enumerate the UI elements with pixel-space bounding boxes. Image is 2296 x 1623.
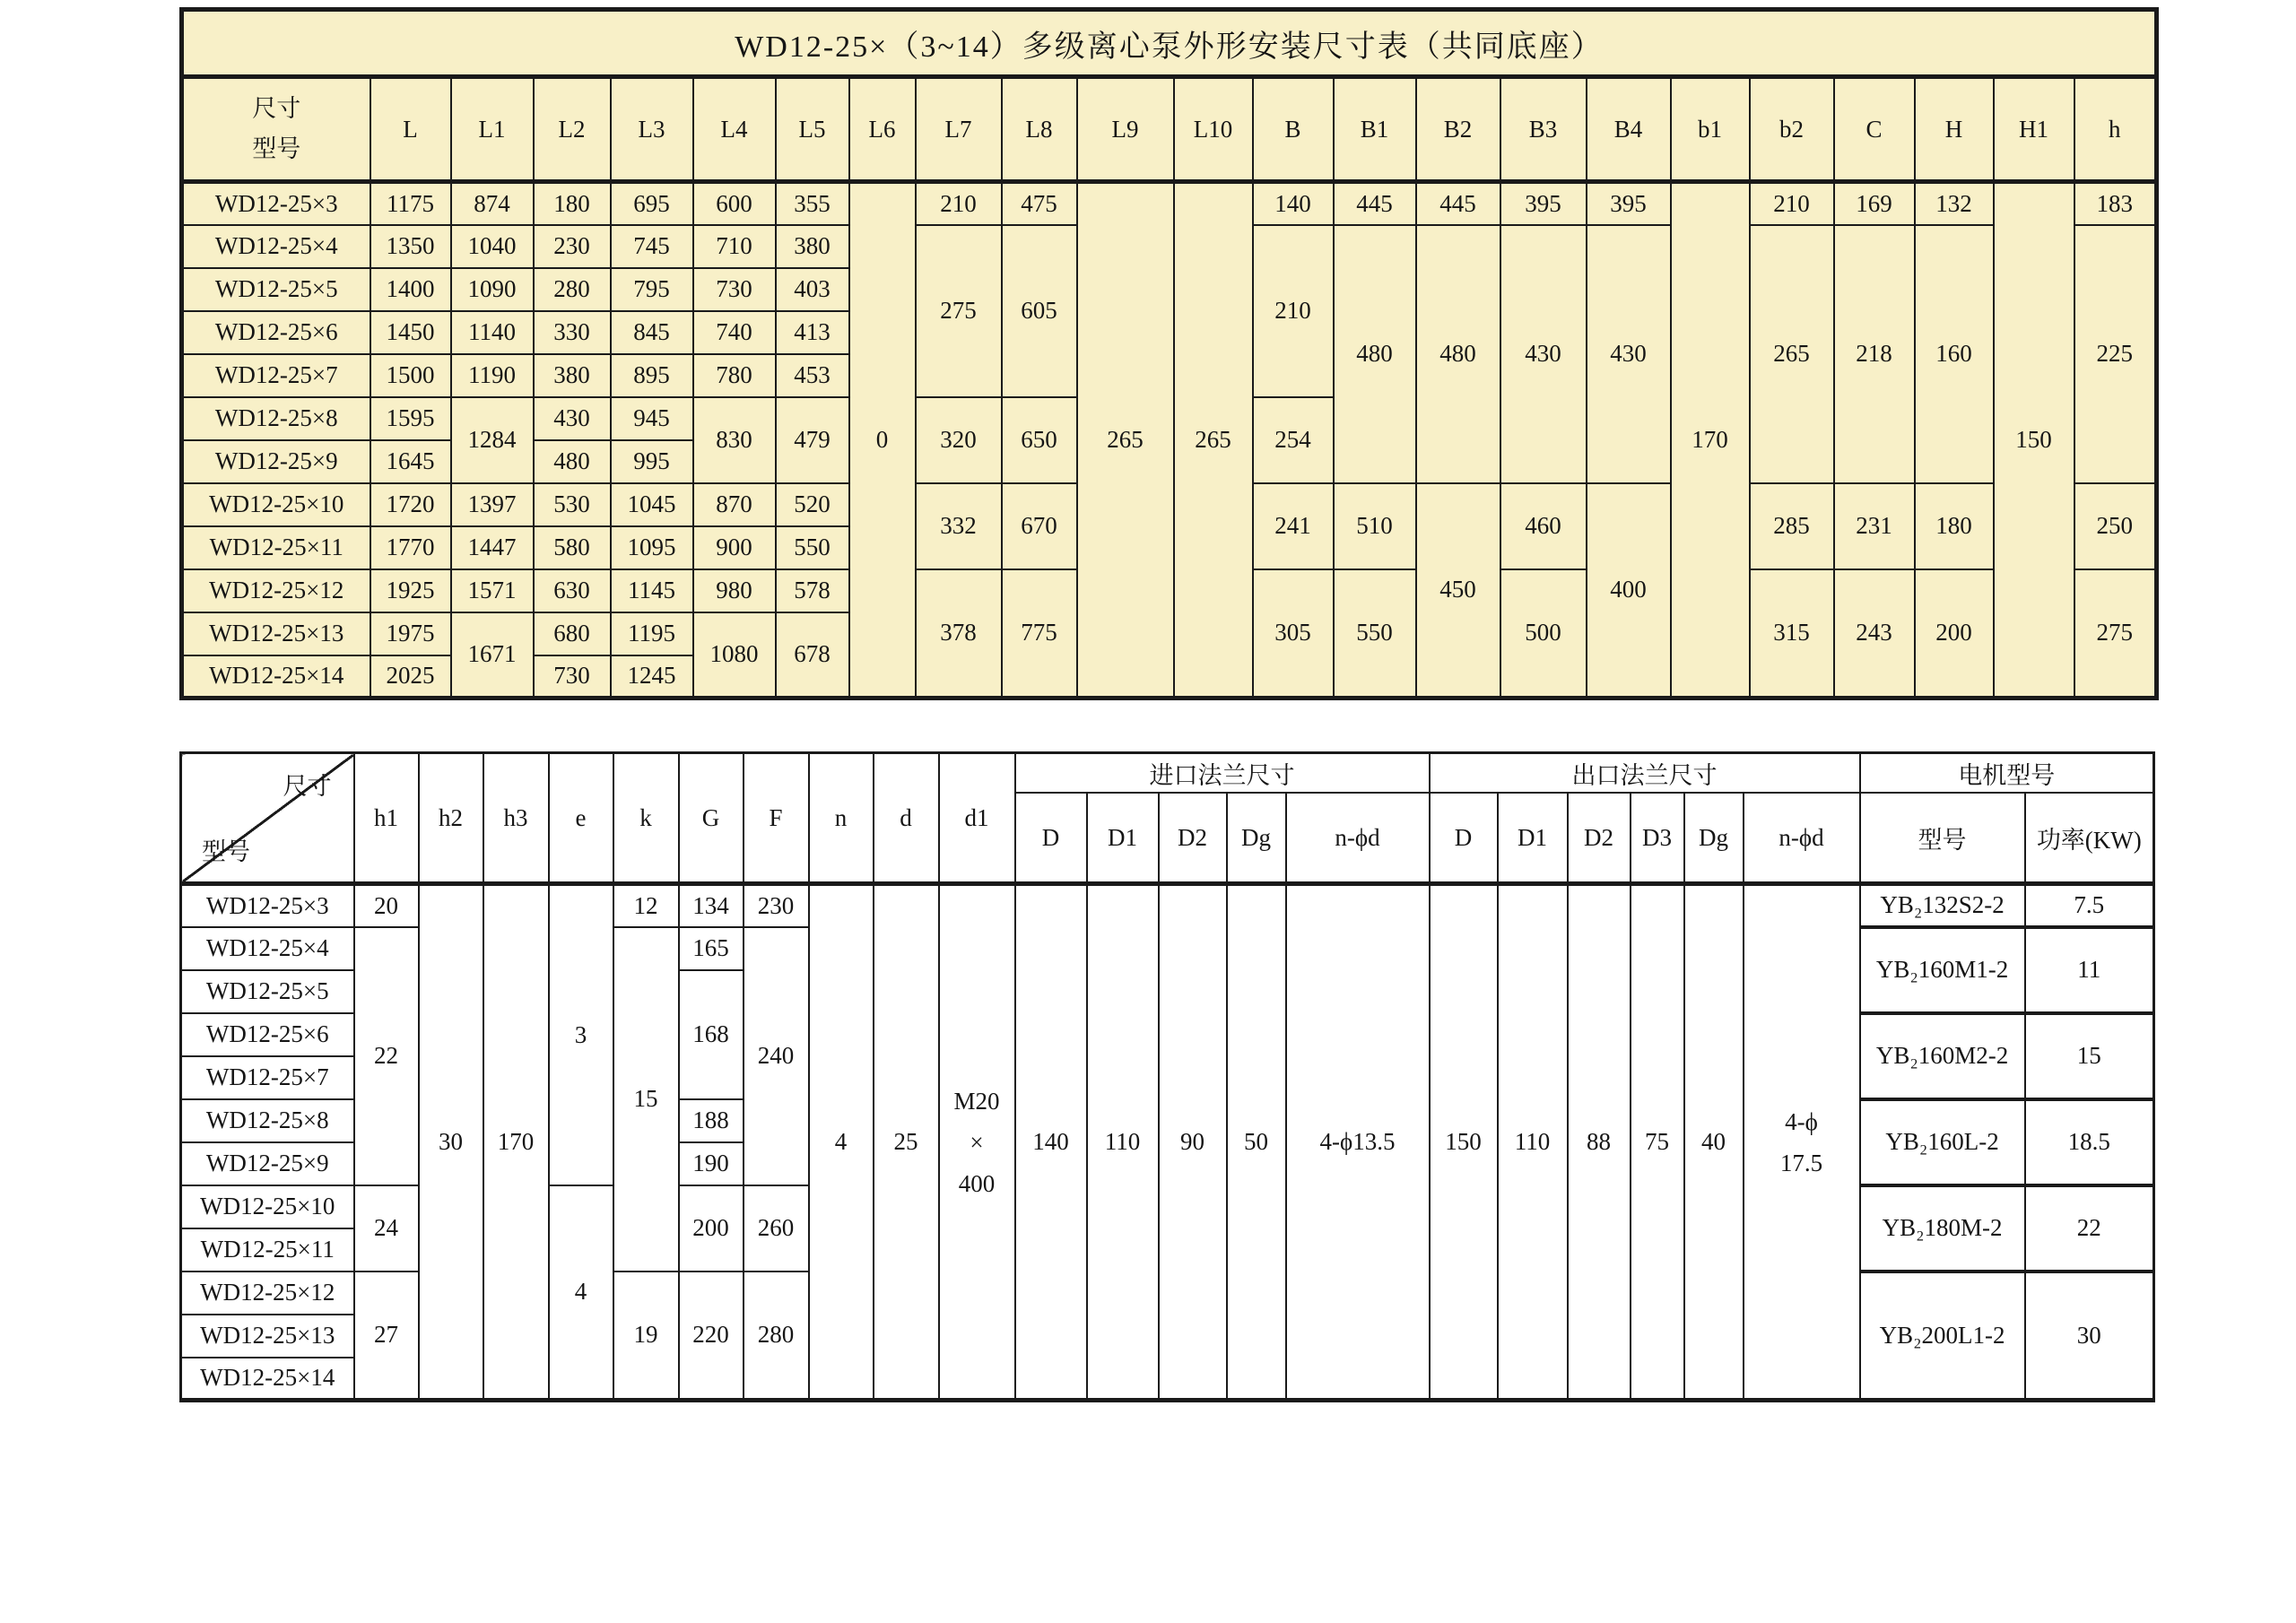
cell-L: 1175 xyxy=(370,182,451,225)
cell-L3: 1095 xyxy=(611,526,693,569)
cell-n: 4 xyxy=(809,884,874,1401)
cell-h1: 22 xyxy=(354,927,419,1185)
cell-motor-model: YB₂132S2-2 xyxy=(1860,884,2025,927)
col-header-h1: h1 xyxy=(354,753,419,884)
col-header-B4: B4 xyxy=(1587,77,1671,182)
corner-header-diagonal xyxy=(181,753,354,884)
cell-L2: 380 xyxy=(534,354,611,397)
cell-L3: 1245 xyxy=(611,655,693,699)
sub-header-2-功率(KW): 功率(KW) xyxy=(2025,793,2154,884)
cell-out-D: 150 xyxy=(1430,884,1498,1401)
cell-L1: 1040 xyxy=(451,225,534,268)
cell-in-D: 140 xyxy=(1015,884,1087,1401)
cell-L4: 740 xyxy=(693,311,776,354)
cell-L: 1720 xyxy=(370,483,451,526)
cell-G: 168 xyxy=(679,970,744,1099)
col-header-B1: B1 xyxy=(1334,77,1416,182)
table-row xyxy=(182,182,2157,225)
cell-B: 140 xyxy=(1253,182,1334,225)
cell-L1: 1140 xyxy=(451,311,534,354)
cell-e: 4 xyxy=(549,1185,613,1401)
sub-header-1-D1: D1 xyxy=(1498,793,1568,884)
cell-L2: 630 xyxy=(534,569,611,612)
cell-L7: 378 xyxy=(916,569,1002,699)
cell-L: 1925 xyxy=(370,569,451,612)
cell-L10: 265 xyxy=(1174,182,1253,699)
cell-model: WD12-25×12 xyxy=(181,1271,354,1315)
cell-F: 280 xyxy=(744,1271,809,1401)
cell-B2: 445 xyxy=(1416,182,1500,225)
flange-motor-dimension-table xyxy=(179,751,2155,1402)
cell-L4: 600 xyxy=(693,182,776,225)
cell-L1: 1671 xyxy=(451,612,534,699)
cell-L8: 605 xyxy=(1002,225,1077,397)
cell-model: WD12-25×3 xyxy=(182,182,370,225)
cell-L3: 745 xyxy=(611,225,693,268)
cell-motor-model: YB₂200L1-2 xyxy=(1860,1271,2025,1401)
group-header-0: 进口法兰尺寸 xyxy=(1015,753,1430,794)
sub-header-0-n-ϕd: n-ϕd xyxy=(1286,793,1430,884)
col-header-L7: L7 xyxy=(916,77,1002,182)
cell-L: 1645 xyxy=(370,440,451,483)
cell-L5: 413 xyxy=(776,311,849,354)
col-header-L1: L1 xyxy=(451,77,534,182)
sub-header-1-D: D xyxy=(1430,793,1498,884)
cell-k: 12 xyxy=(613,884,679,927)
cell-L3: 695 xyxy=(611,182,693,225)
cell-b2: 315 xyxy=(1750,569,1834,699)
cell-L4: 900 xyxy=(693,526,776,569)
cell-h3: 170 xyxy=(483,884,549,1401)
cell-B3: 395 xyxy=(1500,182,1587,225)
cell-B3: 430 xyxy=(1500,225,1587,483)
col-header-h: h xyxy=(2074,77,2157,182)
cell-L6: 0 xyxy=(849,182,916,699)
cell-b2: 285 xyxy=(1750,483,1834,569)
cell-L5: 520 xyxy=(776,483,849,526)
cell-model: WD12-25×14 xyxy=(181,1358,354,1401)
col-header-L2: L2 xyxy=(534,77,611,182)
sub-header-0-D1: D1 xyxy=(1087,793,1159,884)
col-header-L5: L5 xyxy=(776,77,849,182)
cell-b1: 170 xyxy=(1671,182,1750,699)
cell-e: 3 xyxy=(549,884,613,1185)
cell-L2: 530 xyxy=(534,483,611,526)
col-header-L8: L8 xyxy=(1002,77,1077,182)
cell-B2: 480 xyxy=(1416,225,1500,483)
cell-model: WD12-25×8 xyxy=(181,1099,354,1142)
cell-L8: 775 xyxy=(1002,569,1077,699)
cell-B4: 395 xyxy=(1587,182,1671,225)
sub-header-1-D3: D3 xyxy=(1631,793,1684,884)
cell-B: 241 xyxy=(1253,483,1334,569)
cell-L3: 1195 xyxy=(611,612,693,655)
cell-L8: 475 xyxy=(1002,182,1077,225)
cell-out-D1: 110 xyxy=(1498,884,1568,1401)
cell-line: M20 xyxy=(953,1087,1000,1115)
cell-L4: 780 xyxy=(693,354,776,397)
cell-C: 243 xyxy=(1834,569,1915,699)
cell-h: 275 xyxy=(2074,569,2157,699)
cell-model: WD12-25×4 xyxy=(181,927,354,970)
cell-L3: 1045 xyxy=(611,483,693,526)
corner-header xyxy=(182,77,370,182)
cell-L1: 1190 xyxy=(451,354,534,397)
cell-model: WD12-25×4 xyxy=(182,225,370,268)
cell-L4: 730 xyxy=(693,268,776,311)
cell-L4: 980 xyxy=(693,569,776,612)
cell-out-D2: 88 xyxy=(1568,884,1631,1401)
cell-model: WD12-25×11 xyxy=(181,1228,354,1271)
corner-size-label: 尺寸 xyxy=(252,95,301,122)
cell-G: 220 xyxy=(679,1271,744,1401)
cell-L: 1450 xyxy=(370,311,451,354)
cell-model: WD12-25×13 xyxy=(182,612,370,655)
sub-header-0-D2: D2 xyxy=(1159,793,1227,884)
col-header-H: H xyxy=(1915,77,1994,182)
cell-L2: 180 xyxy=(534,182,611,225)
cell-L2: 280 xyxy=(534,268,611,311)
cell-L: 1400 xyxy=(370,268,451,311)
cell-model: WD12-25×10 xyxy=(182,483,370,526)
cell-in-D2: 90 xyxy=(1159,884,1227,1401)
cell-L3: 845 xyxy=(611,311,693,354)
cell-k: 19 xyxy=(613,1271,679,1401)
cell-motor-model: YB₂160M1-2 xyxy=(1860,927,2025,1013)
cell-L8: 670 xyxy=(1002,483,1077,569)
col-header-h2: h2 xyxy=(419,753,483,884)
cell-C: 169 xyxy=(1834,182,1915,225)
cell-B: 210 xyxy=(1253,225,1334,397)
cell-B1: 550 xyxy=(1334,569,1416,699)
cell-h: 225 xyxy=(2074,225,2157,483)
cell-b2: 210 xyxy=(1750,182,1834,225)
cell-B1: 445 xyxy=(1334,182,1416,225)
cell-L1: 1284 xyxy=(451,397,534,483)
column-header-row xyxy=(182,77,2157,182)
cell-L1: 1090 xyxy=(451,268,534,311)
cell-L: 1350 xyxy=(370,225,451,268)
col-header-b2: b2 xyxy=(1750,77,1834,182)
cell-model: WD12-25×3 xyxy=(181,884,354,927)
corner-model-label: 型号 xyxy=(202,838,250,865)
cell-B2: 450 xyxy=(1416,483,1500,699)
cell-G: 165 xyxy=(679,927,744,970)
cell-h: 250 xyxy=(2074,483,2157,569)
cell-L2: 430 xyxy=(534,397,611,440)
corner-model-label: 型号 xyxy=(252,135,301,162)
cell-model: WD12-25×9 xyxy=(182,440,370,483)
cell-model: WD12-25×14 xyxy=(182,655,370,699)
sub-header-1-n-ϕd: n-ϕd xyxy=(1744,793,1860,884)
cell-motor-power: 22 xyxy=(2025,1185,2154,1271)
cell-B3: 500 xyxy=(1500,569,1587,699)
cell-H: 180 xyxy=(1915,483,1994,569)
cell-motor-model: YB₂160M2-2 xyxy=(1860,1013,2025,1099)
cell-h1: 27 xyxy=(354,1271,419,1401)
cell-line: 400 xyxy=(958,1169,996,1197)
cell-motor-power: 11 xyxy=(2025,927,2154,1013)
cell-motor-model: YB₂180M-2 xyxy=(1860,1185,2025,1271)
cell-L9: 265 xyxy=(1077,182,1174,699)
cell-L5: 403 xyxy=(776,268,849,311)
cell-B: 254 xyxy=(1253,397,1334,483)
cell-L1: 1571 xyxy=(451,569,534,612)
cell-L7: 320 xyxy=(916,397,1002,483)
col-header-L3: L3 xyxy=(611,77,693,182)
group-header-row xyxy=(181,753,2154,794)
cell-G: 190 xyxy=(679,1142,744,1185)
cell-out-D3: 75 xyxy=(1631,884,1684,1401)
col-header-G: G xyxy=(679,753,744,884)
cell-L3: 995 xyxy=(611,440,693,483)
cell-model: WD12-25×9 xyxy=(181,1142,354,1185)
cell-B1: 510 xyxy=(1334,483,1416,569)
cell-L: 1500 xyxy=(370,354,451,397)
cell-H1: 150 xyxy=(1994,182,2074,699)
cell-C: 231 xyxy=(1834,483,1915,569)
cell-model: WD12-25×8 xyxy=(182,397,370,440)
cell-L4: 1080 xyxy=(693,612,776,699)
cell-line: × xyxy=(970,1128,984,1156)
cell-L3: 945 xyxy=(611,397,693,440)
cell-model: WD12-25×10 xyxy=(181,1185,354,1228)
cell-L5: 453 xyxy=(776,354,849,397)
sub-header-1-Dg: Dg xyxy=(1684,793,1744,884)
cell-L2: 680 xyxy=(534,612,611,655)
cell-H: 132 xyxy=(1915,182,1994,225)
cell-B4: 400 xyxy=(1587,483,1671,699)
sub-header-0-Dg: Dg xyxy=(1227,793,1286,884)
col-header-d: d xyxy=(874,753,939,884)
table-title: WD12-25×（3~14）多级离心泵外形安装尺寸表（共同底座） xyxy=(182,10,2157,77)
cell-F: 240 xyxy=(744,927,809,1185)
cell-motor-power: 15 xyxy=(2025,1013,2154,1099)
cell-model: WD12-25×11 xyxy=(182,526,370,569)
sub-header-1-D2: D2 xyxy=(1568,793,1631,884)
sub-header-0-D: D xyxy=(1015,793,1087,884)
col-header-e: e xyxy=(549,753,613,884)
cell-L1: 1447 xyxy=(451,526,534,569)
cell-L4: 870 xyxy=(693,483,776,526)
cell-L4: 830 xyxy=(693,397,776,483)
col-header-L9: L9 xyxy=(1077,77,1174,182)
cell-L5: 678 xyxy=(776,612,849,699)
col-header-H1: H1 xyxy=(1994,77,2074,182)
cell-h1: 20 xyxy=(354,884,419,927)
col-header-L: L xyxy=(370,77,451,182)
cell-motor-model: YB₂160L-2 xyxy=(1860,1099,2025,1185)
cell-model: WD12-25×12 xyxy=(182,569,370,612)
col-header-n: n xyxy=(809,753,874,884)
col-header-C: C xyxy=(1834,77,1915,182)
cell-L3: 895 xyxy=(611,354,693,397)
cell-L1: 1397 xyxy=(451,483,534,526)
col-header-L4: L4 xyxy=(693,77,776,182)
cell-G: 134 xyxy=(679,884,744,927)
col-header-L10: L10 xyxy=(1174,77,1253,182)
cell-motor-power: 7.5 xyxy=(2025,884,2154,927)
cell-in-D1: 110 xyxy=(1087,884,1159,1401)
cell-line: 17.5 xyxy=(1779,1149,1823,1176)
cell-b2: 265 xyxy=(1750,225,1834,483)
cell-F: 260 xyxy=(744,1185,809,1271)
cell-in-Dg: 50 xyxy=(1227,884,1286,1401)
col-header-h3: h3 xyxy=(483,753,549,884)
cell-L5: 479 xyxy=(776,397,849,483)
cell-model: WD12-25×5 xyxy=(181,970,354,1013)
cell-H: 160 xyxy=(1915,225,1994,483)
cell-L3: 795 xyxy=(611,268,693,311)
cell-B4: 430 xyxy=(1587,225,1671,483)
cell-out-n-phi-d xyxy=(1744,884,1860,1401)
sub-header-2-型号: 型号 xyxy=(1860,793,2025,884)
cell-in-n-phi-d: 4-ϕ13.5 xyxy=(1286,884,1430,1401)
cell-d: 25 xyxy=(874,884,939,1401)
cell-L4: 710 xyxy=(693,225,776,268)
cell-model: WD12-25×13 xyxy=(181,1315,354,1358)
col-header-L6: L6 xyxy=(849,77,916,182)
cell-h1: 24 xyxy=(354,1185,419,1271)
cell-motor-power: 18.5 xyxy=(2025,1099,2154,1185)
cell-L2: 580 xyxy=(534,526,611,569)
cell-model: WD12-25×6 xyxy=(181,1013,354,1056)
cell-F: 230 xyxy=(744,884,809,927)
cell-B1: 480 xyxy=(1334,225,1416,483)
cell-L3: 1145 xyxy=(611,569,693,612)
title-row xyxy=(182,10,2157,77)
cell-L7: 275 xyxy=(916,225,1002,397)
cell-h2: 30 xyxy=(419,884,483,1401)
cell-model: WD12-25×7 xyxy=(181,1056,354,1099)
col-header-B2: B2 xyxy=(1416,77,1500,182)
installation-dimension-table xyxy=(179,7,2159,700)
cell-C: 218 xyxy=(1834,225,1915,483)
cell-model: WD12-25×5 xyxy=(182,268,370,311)
col-header-F: F xyxy=(744,753,809,884)
cell-L5: 355 xyxy=(776,182,849,225)
cell-line: 4-ϕ xyxy=(1785,1107,1818,1135)
cell-L2: 230 xyxy=(534,225,611,268)
cell-h: 183 xyxy=(2074,182,2157,225)
cell-L: 1770 xyxy=(370,526,451,569)
cell-L5: 578 xyxy=(776,569,849,612)
cell-L: 1975 xyxy=(370,612,451,655)
cell-L8: 650 xyxy=(1002,397,1077,483)
corner-size-label: 尺寸 xyxy=(283,773,332,800)
cell-L: 2025 xyxy=(370,655,451,699)
col-header-b1: b1 xyxy=(1671,77,1750,182)
cell-L: 1595 xyxy=(370,397,451,440)
cell-L2: 730 xyxy=(534,655,611,699)
cell-G: 188 xyxy=(679,1099,744,1142)
cell-B: 305 xyxy=(1253,569,1334,699)
group-header-2: 电机型号 xyxy=(1860,753,2154,794)
cell-L7: 332 xyxy=(916,483,1002,569)
cell-model: WD12-25×6 xyxy=(182,311,370,354)
cell-B3: 460 xyxy=(1500,483,1587,569)
col-header-B: B xyxy=(1253,77,1334,182)
cell-L2: 480 xyxy=(534,440,611,483)
cell-d1 xyxy=(939,884,1015,1401)
cell-L5: 550 xyxy=(776,526,849,569)
cell-L5: 380 xyxy=(776,225,849,268)
cell-L2: 330 xyxy=(534,311,611,354)
cell-H: 200 xyxy=(1915,569,1994,699)
col-header-k: k xyxy=(613,753,679,884)
cell-model: WD12-25×7 xyxy=(182,354,370,397)
cell-motor-power: 30 xyxy=(2025,1271,2154,1401)
cell-G: 200 xyxy=(679,1185,744,1271)
group-header-1: 出口法兰尺寸 xyxy=(1430,753,1860,794)
col-header-B3: B3 xyxy=(1500,77,1587,182)
cell-out-Dg: 40 xyxy=(1684,884,1744,1401)
cell-k: 15 xyxy=(613,927,679,1271)
cell-L7: 210 xyxy=(916,182,1002,225)
col-header-d1: d1 xyxy=(939,753,1015,884)
cell-L1: 874 xyxy=(451,182,534,225)
table-row xyxy=(181,884,2154,927)
